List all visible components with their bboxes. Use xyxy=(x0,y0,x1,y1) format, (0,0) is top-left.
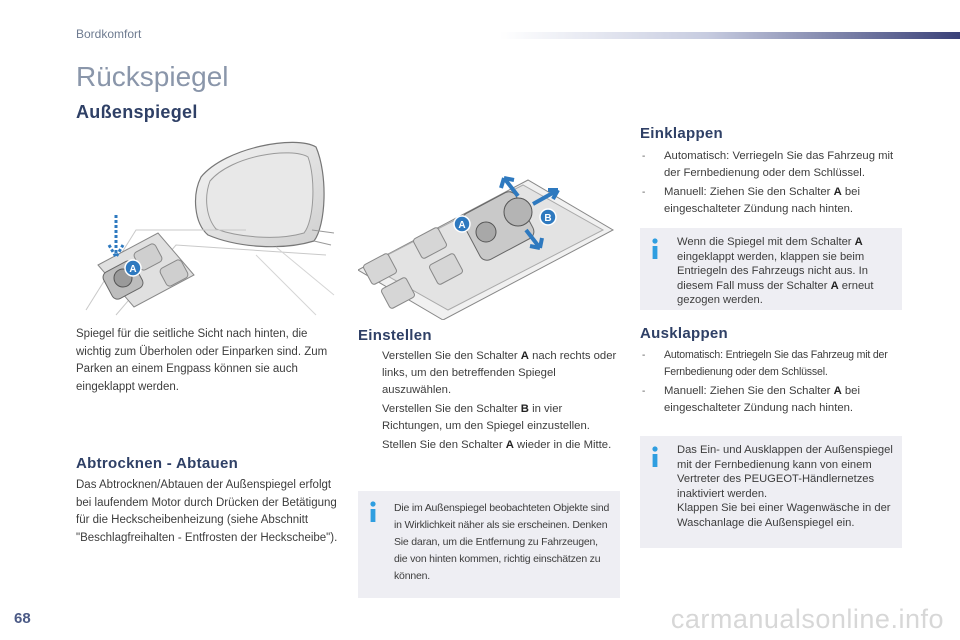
list-item: - Automatisch: Verriegeln Sie das Fahrzeug mit der Fernbedienung oder dem Schlüssel. xyxy=(642,150,894,179)
info-text: Das Ein- und Ausklappen der Außenspiegel mit der Fernbedienung kann von einem Vertreter des PEUGEOT-Händlernetzes inaktiviert werden. Klappen Sie bei einer Wagenwäsche in der Waschanlage die Außenspiegel ein. xyxy=(677,444,893,529)
svg-text:B: B xyxy=(544,213,552,224)
svg-text:A: A xyxy=(129,264,137,275)
mirror-switch-illustration xyxy=(76,135,336,320)
adjust-switch-illustration xyxy=(358,160,618,320)
page-number: 68 xyxy=(14,610,31,627)
header-gradient-bar xyxy=(500,32,960,39)
svg-text:A: A xyxy=(458,220,466,231)
list-item: - Manuell: Ziehen Sie den Schalter A bei eingeschalteter Zündung nach hinten. xyxy=(642,186,860,215)
section-heading: Außenspiegel xyxy=(76,102,198,122)
list-item: Stellen Sie den Schalter A wieder in die Mitte. xyxy=(382,439,612,451)
info-icon xyxy=(650,238,660,260)
list-item: Verstellen Sie den Schalter A nach rechts oder links, um den betreffenden Spiegel auszuwählen. xyxy=(382,350,617,396)
switch-panel xyxy=(98,233,194,307)
intro-paragraph: Spiegel für die seitliche Sicht nach hinten, die wichtig zum Überholen oder Einparken sind. Zum Parken an einem Engpass können sie auch eingeklappt werden. xyxy=(76,328,328,393)
info-box-einklappen xyxy=(640,228,902,310)
info-icon xyxy=(368,501,378,523)
section-label: Bordkomfort xyxy=(76,27,142,41)
ausklappen-list xyxy=(640,347,902,419)
ausklappen-heading: Ausklappen xyxy=(640,325,729,342)
einstellen-list xyxy=(358,348,620,456)
info-box-einstellen xyxy=(358,491,620,598)
abtrocknen-text: Das Abtrocknen/Abtauen der Außenspiegel erfolgt bei laufendem Motor durch Drücken der Betätigung für die Heckscheibenheizung (siehe Abschnitt "Beschlagfreihalten - Entfrosten der Heckscheibe"). xyxy=(76,479,338,544)
arrow-icon xyxy=(109,215,123,257)
list-item: Verstellen Sie den Schalter B in vier Richtungen, um den Spiegel einzustellen. xyxy=(382,403,590,432)
info-icon xyxy=(650,446,660,468)
door-switch-panel xyxy=(358,180,613,320)
info-box-ausklappen xyxy=(640,436,902,548)
list-item: - Manuell: Ziehen Sie den Schalter A bei eingeschalteter Zündung nach hinten. xyxy=(642,385,860,414)
info-text: Wenn die Spiegel mit dem Schalter A eingeklappt werden, klappen sie beim Entriegeln des Fahrzeugs nicht aus. In diesem Fall muss der Schalter A erneut gezogen werden. xyxy=(677,236,874,306)
einklappen-list xyxy=(640,148,902,220)
list-item: - Automatisch: Entriegeln Sie das Fahrzeug mit der Fernbedienung oder dem Schlüssel. xyxy=(642,349,888,378)
page-title: Rückspiegel xyxy=(76,61,229,92)
einklappen-heading: Einklappen xyxy=(640,125,724,142)
einstellen-heading: Einstellen xyxy=(358,327,432,344)
watermark: carmanualsonline.info xyxy=(670,604,944,634)
info-text: Die im Außenspiegel beobachteten Objekte sind in Wirklichkeit näher als sie erscheinen. Denken Sie daran, um die Entfernung zu Fahrzeugen, die von hinten kommen, richtig einschätzen zu können. xyxy=(394,502,610,582)
abtrocknen-heading: Abtrocknen - Abtauen xyxy=(76,455,239,472)
